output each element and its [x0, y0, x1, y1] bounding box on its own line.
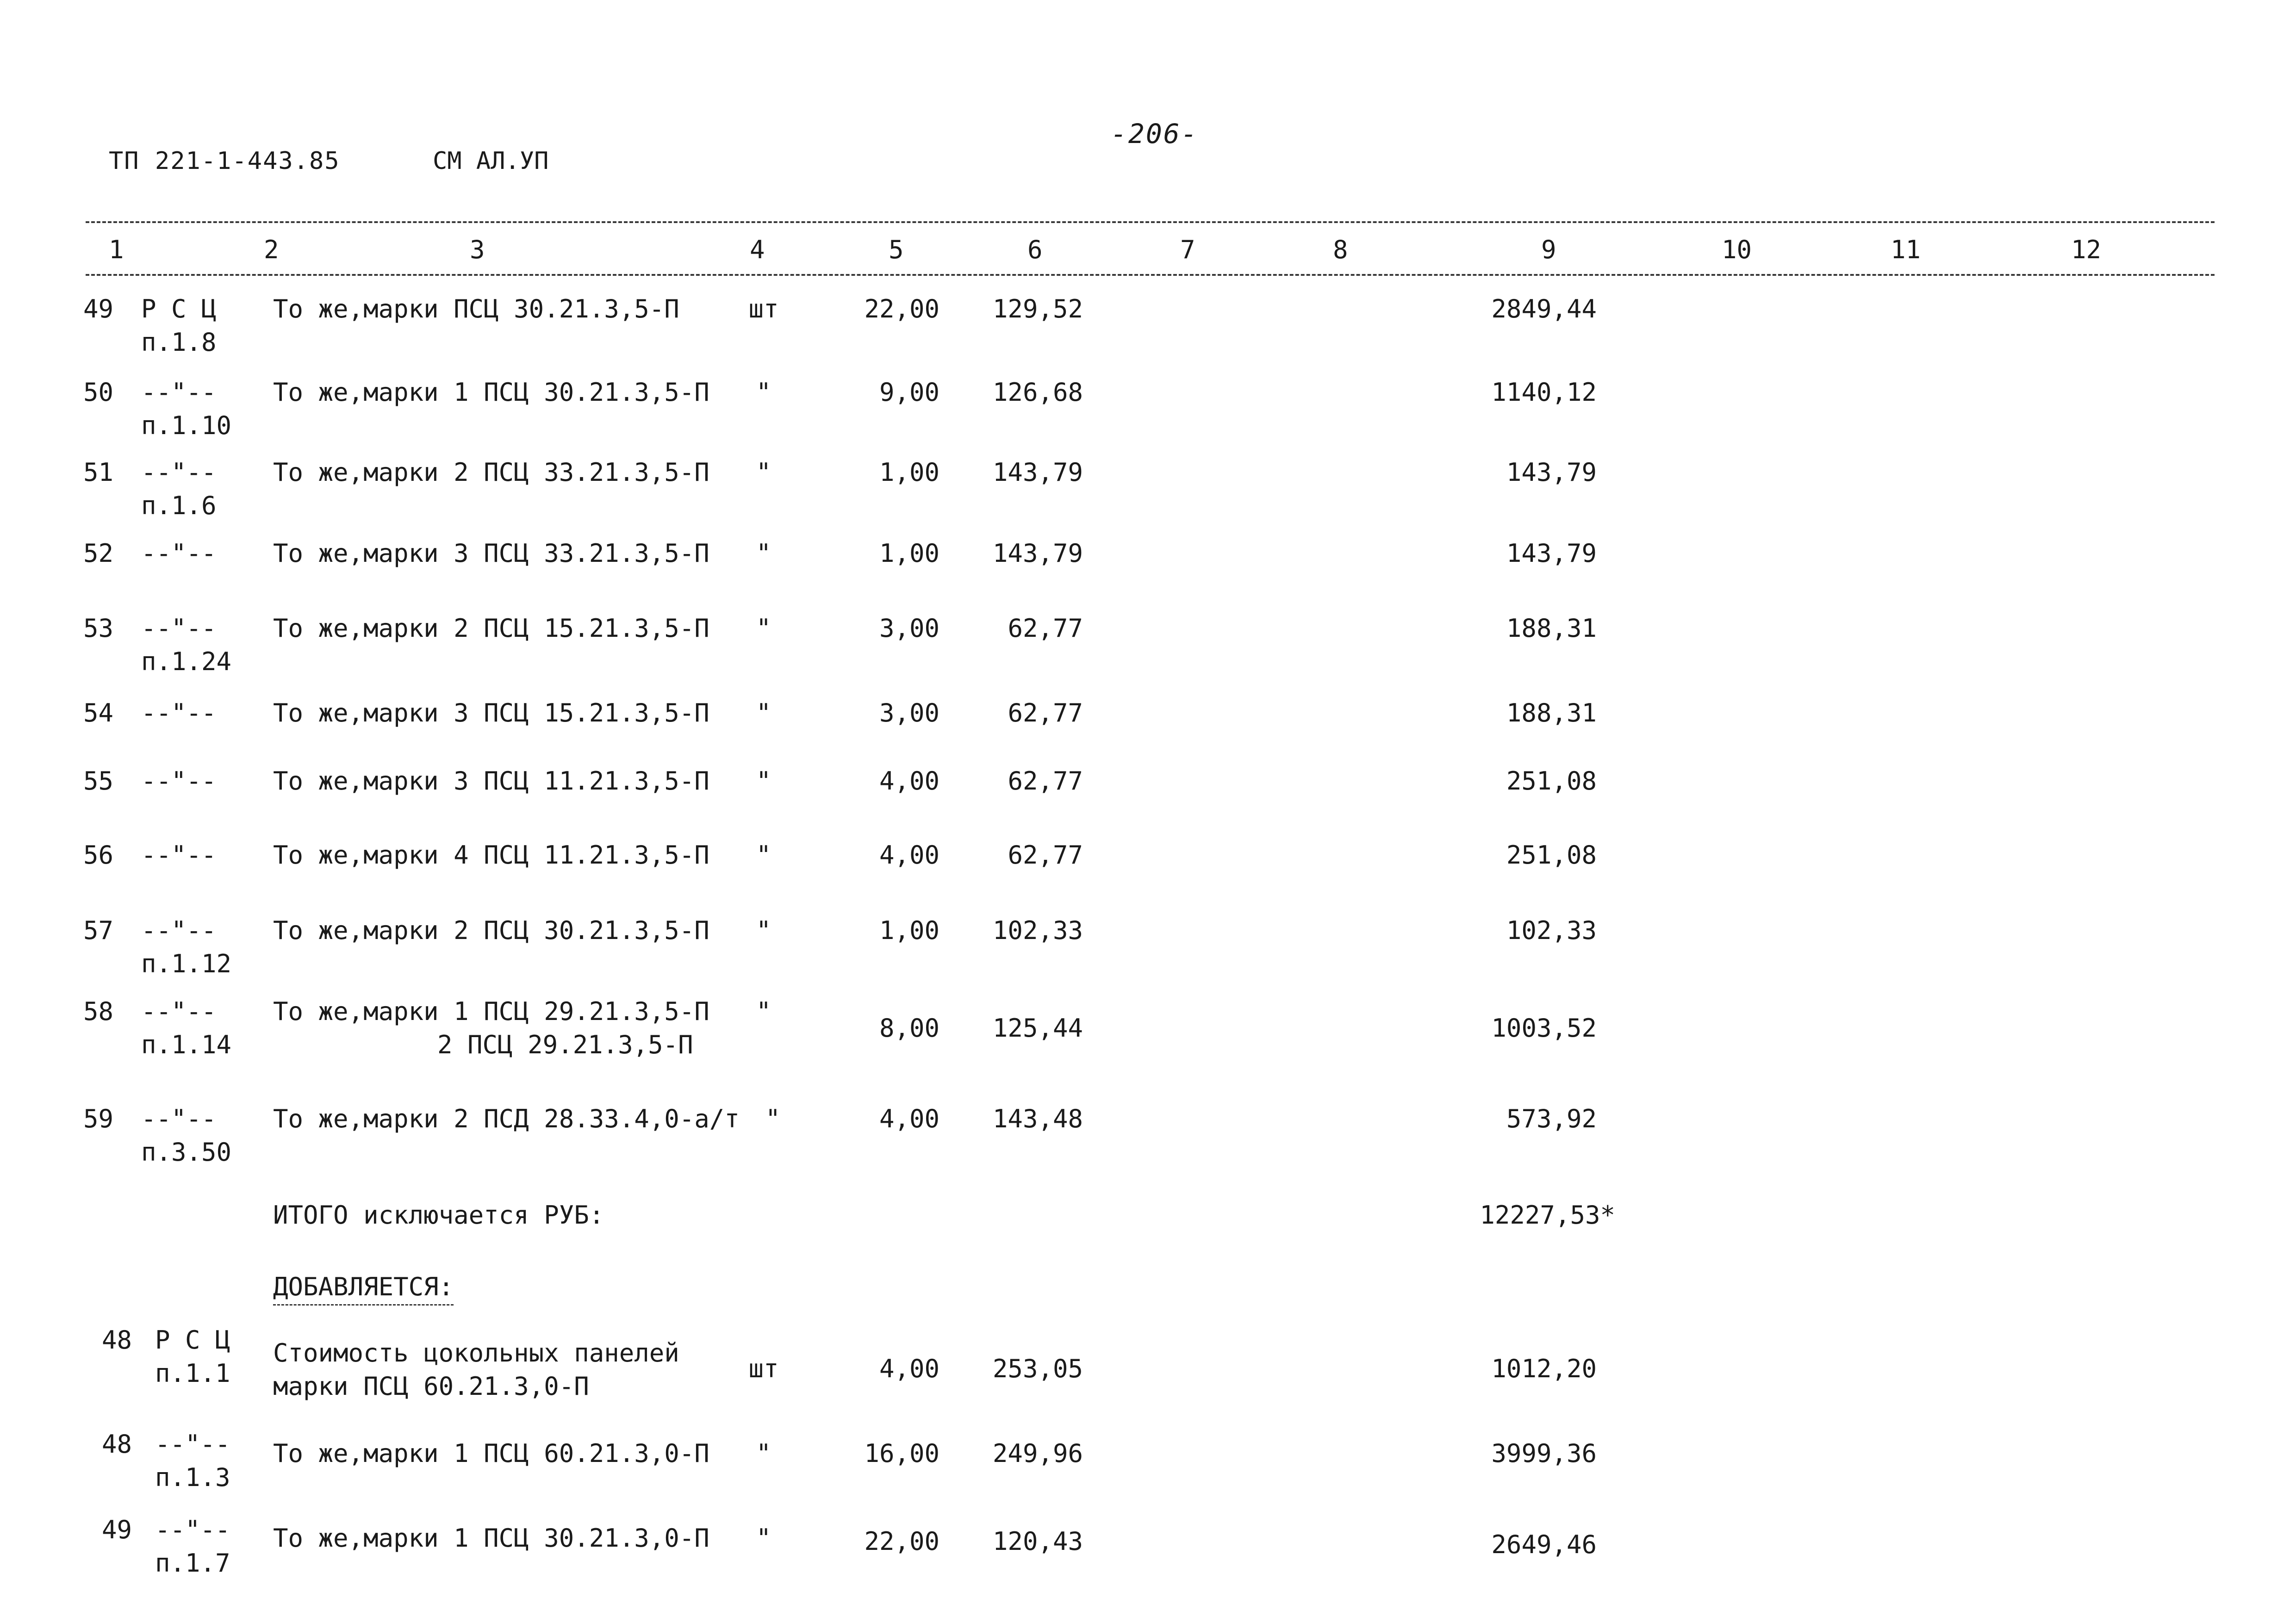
row-unit: " [756, 458, 772, 487]
row-description: То же,марки 1 ПСЦ 29.21.3,5-П 2 ПСЦ 29.21.3,5-П [273, 997, 709, 1059]
row-reference: --"-- п.1.10 [141, 378, 232, 440]
row-reference: --"-- п.3.50 [141, 1104, 232, 1167]
row-total: 2849,44 [1491, 294, 1597, 323]
row-description: То же,марки 1 ПСЦ 60.21.3,0-П [273, 1439, 709, 1468]
sheet-reference: СМ АЛ.УП [433, 147, 549, 175]
row-price: 62,77 [1008, 614, 1083, 643]
row-description: То же,марки 1 ПСЦ 30.21.3,0-П [273, 1524, 709, 1553]
column-number-4: 4 [750, 235, 765, 264]
row-price: 249,96 [992, 1439, 1083, 1468]
row-description: То же,марки 2 ПСЦ 15.21.3,5-П [273, 614, 709, 643]
row-description: То же,марки 2 ПСЦ 30.21.3,5-П [273, 916, 709, 945]
row-price: 120,43 [992, 1527, 1083, 1556]
column-number-6: 6 [1027, 235, 1043, 264]
row-number: 58 [83, 997, 114, 1026]
row-number: 55 [83, 766, 114, 796]
row-total: 1140,12 [1491, 378, 1597, 407]
column-number-8: 8 [1333, 235, 1348, 264]
subtotal-label: ИТОГО исключается РУБ: [273, 1200, 604, 1230]
subtotal-value: 12227,53* [1480, 1200, 1615, 1230]
row-unit: " [756, 1524, 772, 1553]
column-number-9: 9 [1541, 235, 1556, 264]
row-unit: шт [748, 1354, 779, 1383]
row-number: 53 [83, 614, 114, 643]
row-unit: " [756, 1439, 772, 1468]
row-total: 3999,36 [1491, 1439, 1597, 1468]
row-quantity: 9,00 [879, 378, 940, 407]
row-reference: --"-- п.1.7 [155, 1515, 230, 1578]
row-quantity: 16,00 [864, 1439, 940, 1468]
row-quantity: 4,00 [879, 1354, 940, 1383]
row-price: 143,79 [992, 458, 1083, 487]
table-header-rule [86, 274, 2215, 276]
row-unit: " [756, 378, 772, 407]
row-number: 52 [83, 539, 114, 568]
row-number: 48 [102, 1430, 132, 1459]
row-total: 188,31 [1506, 698, 1597, 728]
row-number: 57 [83, 916, 114, 945]
row-quantity: 1,00 [879, 539, 940, 568]
row-total: 102,33 [1506, 916, 1597, 945]
row-reference: --"-- [141, 766, 217, 796]
row-price: 129,52 [992, 294, 1083, 323]
row-total: 188,31 [1506, 614, 1597, 643]
row-total: 573,92 [1506, 1104, 1597, 1133]
row-reference: --"-- п.1.3 [155, 1430, 230, 1492]
row-description: Стоимость цокольных панелей марки ПСЦ 60.21.3,0-П [273, 1338, 679, 1401]
row-number: 59 [83, 1104, 114, 1133]
row-quantity: 1,00 [879, 458, 940, 487]
row-total: 1003,52 [1491, 1014, 1597, 1043]
row-quantity: 22,00 [864, 1527, 940, 1556]
row-unit: " [756, 539, 772, 568]
row-price: 253,05 [992, 1354, 1083, 1383]
row-number: 48 [102, 1325, 132, 1355]
column-number-2: 2 [264, 235, 279, 264]
added-heading: ДОБАВЛЯЕТСЯ: [273, 1270, 736, 1304]
document-code: ТП 221-1-443.85 [109, 147, 340, 175]
row-number: 50 [83, 378, 114, 407]
row-total: 251,08 [1506, 766, 1597, 796]
row-quantity: 3,00 [879, 698, 940, 728]
row-total: 1012,20 [1491, 1354, 1597, 1383]
row-description: То же,марки ПСЦ 30.21.3,5-П [273, 294, 679, 323]
row-total: 2649,46 [1491, 1530, 1597, 1559]
row-total: 143,79 [1506, 539, 1597, 568]
row-unit: " [765, 1104, 781, 1133]
column-number-5: 5 [889, 235, 904, 264]
row-description: То же,марки 3 ПСЦ 33.21.3,5-П [273, 539, 709, 568]
row-description: То же,марки 1 ПСЦ 30.21.3,5-П [273, 378, 709, 407]
row-unit: шт [748, 294, 779, 323]
row-unit: " [756, 916, 772, 945]
row-reference: Р С Ц п.1.1 [155, 1325, 230, 1388]
table-top-rule [86, 221, 2215, 223]
row-reference: --"-- п.1.24 [141, 614, 232, 676]
row-description: То же,марки 3 ПСЦ 15.21.3,5-П [273, 698, 709, 728]
row-price: 62,77 [1008, 698, 1083, 728]
row-reference: --"-- п.1.6 [141, 458, 217, 520]
row-quantity: 4,00 [879, 766, 940, 796]
row-total: 143,79 [1506, 458, 1597, 487]
row-quantity: 22,00 [864, 294, 940, 323]
row-unit: " [756, 698, 772, 728]
row-quantity: 4,00 [879, 840, 940, 870]
row-price: 143,48 [992, 1104, 1083, 1133]
row-reference: --"-- п.1.14 [141, 997, 232, 1059]
row-price: 125,44 [992, 1014, 1083, 1043]
column-number-7: 7 [1180, 235, 1195, 264]
column-number-10: 10 [1722, 235, 1752, 264]
column-number-12: 12 [2071, 235, 2102, 264]
row-quantity: 4,00 [879, 1104, 940, 1133]
page-number: -206- [1111, 118, 1199, 149]
row-price: 62,77 [1008, 766, 1083, 796]
row-description: То же,марки 4 ПСЦ 11.21.3,5-П [273, 840, 709, 870]
row-price: 143,79 [992, 539, 1083, 568]
row-price: 126,68 [992, 378, 1083, 407]
row-number: 49 [102, 1515, 132, 1544]
row-unit: " [756, 997, 772, 1026]
row-description: То же,марки 2 ПСД 28.33.4,0-а/т [273, 1104, 740, 1133]
row-total: 251,08 [1506, 840, 1597, 870]
row-unit: " [756, 766, 772, 796]
row-price: 62,77 [1008, 840, 1083, 870]
row-description: То же,марки 3 ПСЦ 11.21.3,5-П [273, 766, 709, 796]
row-unit: " [756, 614, 772, 643]
row-number: 51 [83, 458, 114, 487]
column-number-11: 11 [1891, 235, 1921, 264]
row-reference: --"-- п.1.12 [141, 916, 232, 978]
row-unit: " [756, 840, 772, 870]
row-reference: --"-- [141, 698, 217, 728]
column-number-3: 3 [470, 235, 485, 264]
row-description: То же,марки 2 ПСЦ 33.21.3,5-П [273, 458, 709, 487]
row-reference: --"-- [141, 539, 217, 568]
column-number-1: 1 [109, 235, 124, 264]
row-quantity: 8,00 [879, 1014, 940, 1043]
row-quantity: 1,00 [879, 916, 940, 945]
row-number: 56 [83, 840, 114, 870]
row-reference: --"-- [141, 840, 217, 870]
row-quantity: 3,00 [879, 614, 940, 643]
row-number: 49 [83, 294, 114, 323]
row-reference: Р С Ц п.1.8 [141, 294, 217, 357]
row-price: 102,33 [992, 916, 1083, 945]
row-number: 54 [83, 698, 114, 728]
